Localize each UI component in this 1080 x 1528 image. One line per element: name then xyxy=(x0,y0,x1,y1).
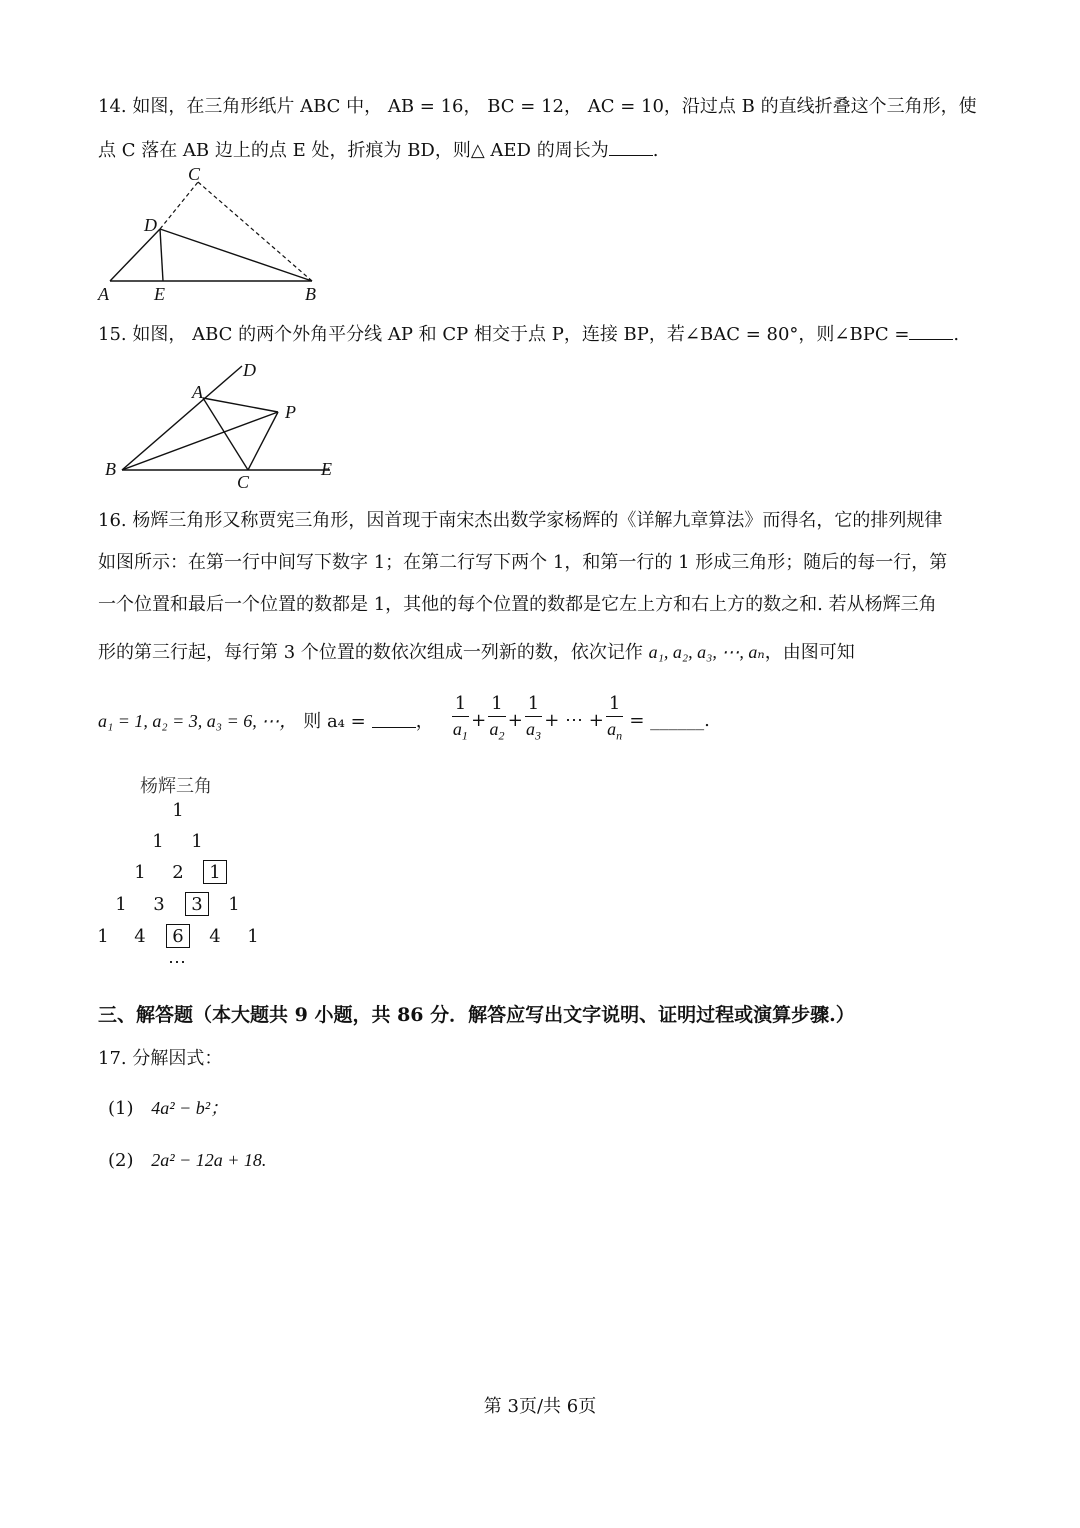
q14-line2 xyxy=(98,136,658,162)
label-C: C xyxy=(188,168,201,184)
tri-r1-c1: 1 xyxy=(172,800,184,821)
segment-AP xyxy=(203,398,278,412)
q16-line4-text: 形的第三行起，每行第 3 个位置的数依次组成一列新的数，依次记作 xyxy=(98,642,643,663)
q15-figure xyxy=(100,356,350,496)
label-D: D xyxy=(144,215,157,235)
tri-r5-c1: 1 xyxy=(97,926,109,947)
segment-CP xyxy=(248,412,278,470)
tri-r5-c4: 4 xyxy=(209,926,221,947)
frac-1-over-a2: $\frac{1}{a_2}$ xyxy=(489,693,505,743)
q14-line2-end: . xyxy=(652,140,659,161)
segment-DB xyxy=(160,229,312,281)
q17-part2 xyxy=(108,1150,266,1171)
q16-sum-end: = ______. xyxy=(629,709,710,731)
label-A: A xyxy=(192,382,203,402)
label-C: C xyxy=(237,472,250,492)
q16-line4 xyxy=(98,638,855,664)
segment-CB-dashed xyxy=(198,182,312,281)
tri-r5-c3-boxed: 6 xyxy=(171,926,185,947)
segment-AC xyxy=(203,398,248,470)
q17-part2-expr: 2a² − 12a + 18. xyxy=(151,1150,267,1170)
page-footer: 第 3页/共 6页 xyxy=(483,1396,597,1417)
q14-figure xyxy=(92,168,332,308)
label-B: B xyxy=(105,459,116,479)
triangle-title: 杨辉三角 xyxy=(140,776,212,797)
tri-r4-c1: 1 xyxy=(115,894,127,915)
q16-line4-end: ，由图可知 xyxy=(764,642,855,663)
q16-sep: ， xyxy=(415,711,434,732)
q15-answer-blank[interactable] xyxy=(909,325,953,340)
tri-r5-c2: 4 xyxy=(134,926,146,947)
q17-title: 17. 分解因式： xyxy=(98,1048,223,1069)
label-D: D xyxy=(243,360,256,380)
tri-r4-c4: 1 xyxy=(228,894,240,915)
q14-line1: 14. 如图，在三角形纸片 ABC 中， AB = 16， BC = 12， AC = 10，沿过点 B 的直线折叠这个三角形，使 xyxy=(98,96,977,117)
q16-sequence: a₁, a₂, a₃, ⋯, aₙ xyxy=(648,642,765,662)
q16-line1: 16. 杨辉三角形又称贾宪三角形，因首现于南宋杰出数学家杨辉的《详解九章算法》而得名，它的排列规律 xyxy=(98,510,943,531)
q15-end: . xyxy=(953,324,960,345)
tri-r4-c2: 3 xyxy=(153,894,165,915)
q17-part1-expr: 4a² − b²； xyxy=(151,1098,229,1118)
frac-1-over-a1: $\frac{1}{a_1}$ xyxy=(452,693,468,743)
q17-part1-label: (1) xyxy=(108,1098,134,1119)
yanghui-triangle xyxy=(0,800,400,980)
label-B: B xyxy=(305,284,316,304)
q15-text: 15. 如图， ABC 的两个外角平分线 AP 和 CP 相交于点 P，连接 BP，若∠BAC = 80°，则∠BPC = xyxy=(98,324,910,345)
segment-DE xyxy=(160,229,163,281)
q17-part1 xyxy=(108,1094,228,1120)
tri-ellipsis: ⋯ xyxy=(168,952,186,973)
segment-BP xyxy=(122,412,278,470)
segment-DC-dashed xyxy=(160,182,198,229)
tri-r2-c2: 1 xyxy=(191,831,203,852)
label-E: E xyxy=(321,459,332,479)
tri-r3-c3-boxed: 1 xyxy=(208,862,222,883)
q16-line2: 如图所示：在第一行中间写下数字 1；在第二行写下两个 1，和第一行的 1 形成三角形；随后的每一行，第 xyxy=(98,552,948,573)
label-P: P xyxy=(285,402,296,422)
q14-line2-text: 点 C 落在 AB 边上的点 E 处，折痕为 BD，则△ AED 的周长为 xyxy=(98,140,609,161)
tri-r4-c3-boxed: 3 xyxy=(190,894,204,915)
line-BD xyxy=(122,366,242,470)
segment-AD xyxy=(110,229,160,281)
q15-line xyxy=(98,320,959,346)
tri-r5-c5: 1 xyxy=(247,926,259,947)
label-E: E xyxy=(154,284,165,304)
q16-line3: 一个位置和最后一个位置的数都是 1，其他的每个位置的数都是它左上方和右上方的数之和. 若从杨辉三角 xyxy=(98,594,937,615)
q16-answer-blank-a4[interactable] xyxy=(372,713,416,728)
section-heading: 三、解答题（本大题共 9 小题，共 86 分．解答应写出文字说明、证明过程或演算步骤.） xyxy=(98,1004,855,1026)
tri-r3-c1: 1 xyxy=(134,862,146,883)
q16-ask-a4: 则 a₄ = xyxy=(303,711,366,732)
q17-part2-label: (2) xyxy=(108,1150,134,1171)
frac-1-over-an: $\frac{1}{a_n}$ xyxy=(607,693,623,743)
tri-r2-c1: 1 xyxy=(152,831,164,852)
highlight-box xyxy=(166,924,190,948)
q14-answer-blank[interactable] xyxy=(609,141,653,156)
q16-given-values: a₁ = 1, a₂ = 3, a₃ = 6, ⋯， xyxy=(98,711,298,731)
highlight-box xyxy=(203,860,227,884)
tri-r3-c2: 2 xyxy=(172,862,184,883)
frac-1-over-a3: $\frac{1}{a_3}$ xyxy=(526,693,542,743)
highlight-box xyxy=(185,892,209,916)
label-A: A xyxy=(98,284,109,304)
q16-line5: a₁ = 1, a₂ = 3, a₃ = 6, ⋯， 则 a₄ = ， $\frac{1}{a_1}$ + $\frac{1}{a_2}$ + $\frac{1}{a_3}$ + ⋯ + $\frac{1}{a_n}$ = ______. xyxy=(98,692,710,748)
